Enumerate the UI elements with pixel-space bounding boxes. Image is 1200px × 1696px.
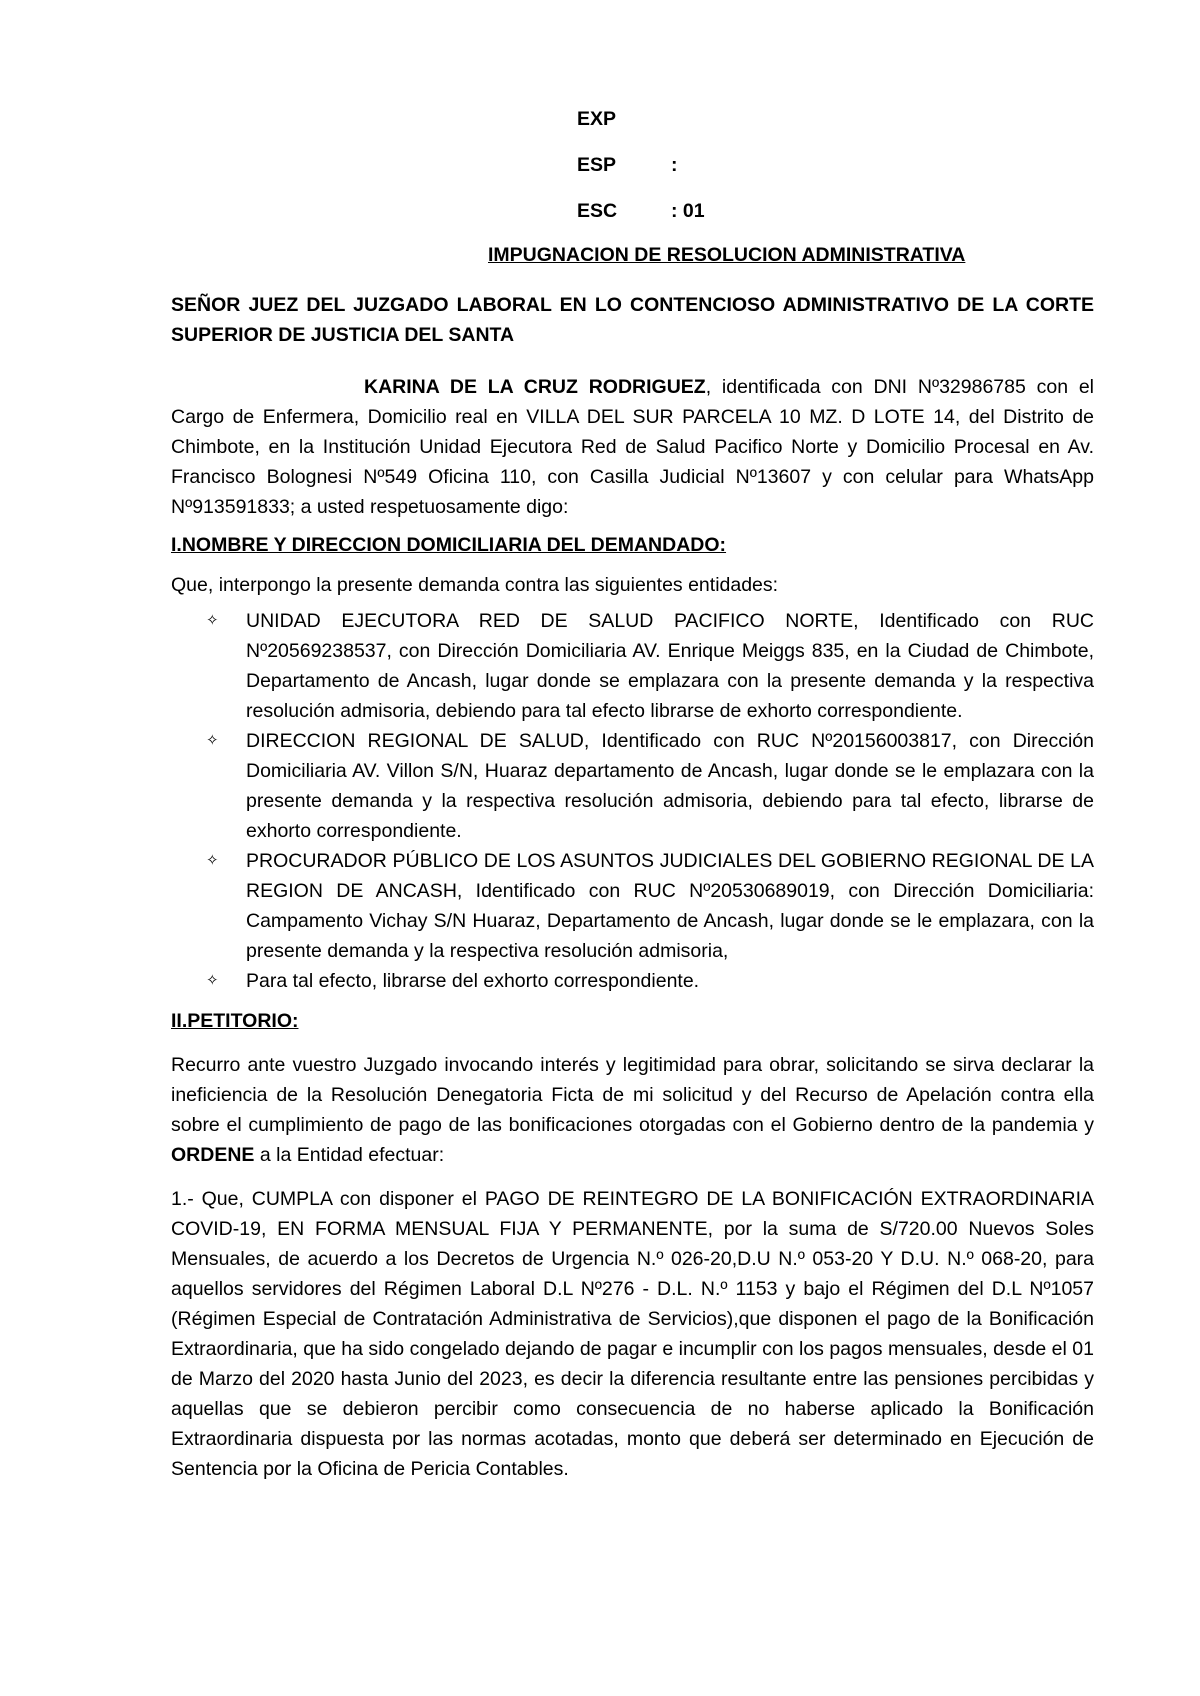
list-item <box>171 726 1094 846</box>
list-item <box>171 966 1094 996</box>
diamond-bullet-icon: ✧ <box>206 732 219 749</box>
esc-row <box>577 196 1094 226</box>
defendant-list <box>171 606 1094 996</box>
list-item <box>171 606 1094 726</box>
list-item-text: DIRECCION REGIONAL DE SALUD, Identificado con RUC Nº20156003817, con Dirección Domiciliaria AV. Villon S/N, Huaraz departamento de Ancash, lugar donde se le emplazara con la presente demanda y la respectiva resolución admisoria, debiendo para tal efecto, librarse de exhorto correspondiente. <box>246 730 1094 842</box>
case-metadata <box>577 104 1094 226</box>
petitorio-text-b: a la Entidad efectuar: <box>254 1144 445 1166</box>
list-item-text: Para tal efecto, librarse del exhorto correspondiente. <box>246 970 700 992</box>
intro-paragraph <box>171 372 1094 522</box>
exp-label: EXP <box>577 108 617 130</box>
list-item-text: PROCURADOR PÚBLICO DE LOS ASUNTOS JUDICIALES DEL GOBIERNO REGIONAL DE LA REGION DE ANCASH, Identificado con RUC Nº20530689019, con Dirección Domiciliaria: Campamento Vichay S/N Huaraz, Departamento de Ancash, lugar donde se le emplazara, con la presente demanda y la respectiva resolución admisoria, <box>246 850 1094 962</box>
diamond-bullet-icon: ✧ <box>206 852 219 869</box>
esc-value: : 01 <box>671 200 705 222</box>
petitorio-ordene: ORDENE <box>171 1144 255 1166</box>
list-item <box>171 846 1094 966</box>
petitorio-point-1: 1.- Que, CUMPLA con disponer el PAGO DE REINTEGRO DE LA BONIFICACIÓN EXTRAORDINARIA COVID-19, EN FORMA MENSUAL FIJA Y PERMANENTE, por la suma de S/720.00 Nuevos Soles Mensuales, de acuerdo a los Decretos de Urgencia N.º 026-20,D.U N.º 053-20 Y D.U. N.º 068-20, para aquellos servidores del Régimen Laboral D.L Nº276 - D.L. N.º 1153 y bajo el Régimen del D.L Nº1057 (Régimen Especial de Contratación Administrativa de Servicios),que disponen el pago de la Bonificación Extraordinaria, que ha sido congelado dejando de pagar e incumplir con los pagos mensuales, desde el 01 de Marzo del 2020 hasta Junio del 2023, es decir la diferencia resultante entre las pensiones percibidas y aquellas que se debieron percibir como consecuencia de no haberse aplicado la Bonificación Extraordinaria dispuesta por las normas acotadas, monto que deberá ser determinado en Ejecución de Sentencia por la Oficina de Pericia Contables. <box>171 1188 1094 1480</box>
list-item-text: UNIDAD EJECUTORA RED DE SALUD PACIFICO NORTE, Identificado con RUC Nº20569238537, con Dirección Domiciliaria AV. Enrique Meiggs 835, en la Ciudad de Chimbote, Departamento de Ancash, lugar donde se emplazara con la presente demanda y la respectiva resolución admisoria, debiendo para tal efecto librarse de exhorto correspondiente. <box>246 610 1094 722</box>
esc-label: ESC <box>577 200 618 222</box>
addressee: SEÑOR JUEZ DEL JUZGADO LABORAL EN LO CONTENCIOSO ADMINISTRATIVO DE LA CORTE SUPERIOR DE JUSTICIA DEL SANTA <box>171 294 1094 346</box>
exp-row <box>577 104 1094 134</box>
petitorio-paragraph <box>171 1050 1094 1170</box>
section-1-heading: I.NOMBRE Y DIRECCION DOMICILIARIA DEL DEMANDADO: <box>171 534 727 556</box>
section-1-lead: Que, interpongo la presente demanda contra las siguientes entidades: <box>171 574 779 596</box>
esp-separator: : <box>671 154 678 176</box>
intro-text: , identificada con DNI Nº32986785 con el Cargo de Enfermera, Domicilio real en VILLA DEL SUR PARCELA 10 MZ. D LOTE 14, del Distrito de Chimbote, en la Institución Unidad Ejecutora Red de Salud Pacifico Norte y Domicilio Procesal en Av. Francisco Bolognesi Nº549 Oficina 110, con Casilla Judicial Nº13607 y con celular para WhatsApp Nº913591833; a usted respetuosamente digo: <box>171 376 1094 518</box>
petitorio-text-a: Recurro ante vuestro Juzgado invocando interés y legitimidad para obrar, solicitando se sirva declarar la ineficiencia de la Resolución Denegatoria Ficta de mi solicitud y del Recurso de Apelación contra ella sobre el cumplimiento de pago de las bonificaciones otorgadas con el Gobierno dentro de la pandemia y <box>171 1054 1094 1136</box>
diamond-bullet-icon: ✧ <box>206 972 219 989</box>
esp-row <box>577 150 1094 180</box>
plaintiff-name: KARINA DE LA CRUZ RODRIGUEZ <box>364 376 706 398</box>
section-2-heading: II.PETITORIO: <box>171 1010 299 1032</box>
diamond-bullet-icon: ✧ <box>206 612 219 629</box>
document-title: IMPUGNACION DE RESOLUCION ADMINISTRATIVA <box>488 244 966 266</box>
esp-label: ESP <box>577 154 617 176</box>
